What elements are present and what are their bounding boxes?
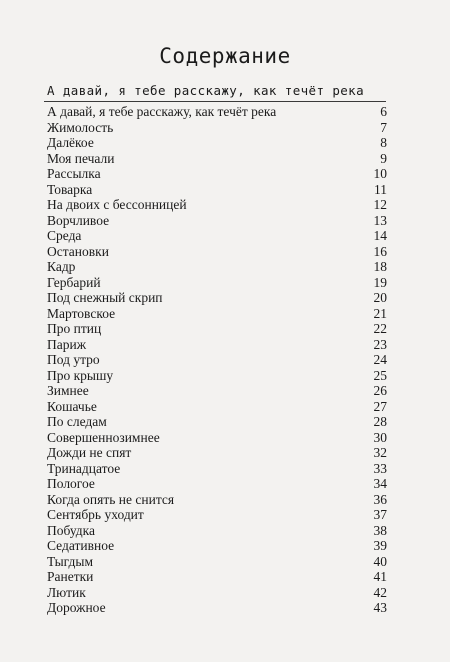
- toc-entry-page-number: 12: [373, 197, 387, 212]
- toc-entry-title: Седативное: [47, 538, 115, 553]
- toc-entry-page-number: 18: [373, 259, 387, 274]
- toc-entry-page-number: 7: [380, 119, 387, 135]
- toc-entry-title: Побудка: [47, 522, 95, 538]
- toc-entry-title: Пологое: [47, 476, 95, 491]
- toc-entry-page-number: 39: [373, 538, 387, 553]
- toc-entry-title: Кадр: [47, 259, 76, 274]
- toc-entry-title: Совершеннозимнее: [47, 429, 160, 445]
- toc-entry-title: Дорожное: [47, 600, 106, 615]
- toc-entry-title: Зимнее: [47, 383, 89, 398]
- toc-entry: [47, 151, 387, 167]
- toc-entry-title: Гербарий: [47, 274, 101, 290]
- toc-entry-page-number: 8: [380, 135, 387, 150]
- toc-entry-title: Под снежный скрип: [47, 290, 163, 305]
- toc-entry-title: На двоих с бессонницей: [47, 197, 187, 212]
- toc-entry: [47, 228, 387, 244]
- toc-entry: [47, 337, 387, 353]
- toc-entry-title: Далёкое: [47, 135, 94, 150]
- toc-entry: [47, 600, 387, 616]
- toc-entry: [47, 166, 387, 182]
- toc-entry-page-number: 24: [373, 352, 387, 367]
- toc-entry-title: А давай, я тебе расскажу, как течёт река: [47, 104, 277, 119]
- toc-entry-page-number: 23: [373, 336, 387, 352]
- toc-entry-title: Сентябрь уходит: [47, 507, 144, 522]
- toc-entry-page-number: 38: [373, 522, 387, 538]
- toc-entry-page-number: 34: [373, 476, 387, 491]
- table-of-contents: [47, 104, 387, 616]
- toc-entry: [47, 368, 387, 384]
- toc-entry: [47, 213, 387, 229]
- toc-entry-page-number: 25: [373, 367, 387, 383]
- toc-entry-title: Среда: [47, 228, 82, 243]
- toc-entry-title: Лютик: [47, 584, 86, 600]
- toc-entry-page-number: 22: [373, 321, 387, 336]
- toc-entry-title: Ворчливое: [47, 212, 110, 228]
- toc-entry: [47, 197, 387, 213]
- toc-entry-title: Жимолость: [47, 119, 114, 135]
- toc-entry-title: Рассылка: [47, 166, 101, 181]
- toc-entry-page-number: 41: [373, 569, 387, 584]
- toc-entry: [47, 414, 387, 430]
- toc-entry-page-number: 9: [380, 150, 387, 166]
- toc-entry: [47, 104, 387, 120]
- toc-entry-title: Тыгдым: [47, 553, 93, 569]
- toc-entry: [47, 352, 387, 368]
- toc-entry-title: Кошачье: [47, 398, 97, 414]
- toc-entry-page-number: 32: [373, 445, 387, 460]
- toc-entry: [47, 182, 387, 198]
- toc-entry: [47, 507, 387, 523]
- toc-entry: [47, 523, 387, 539]
- toc-entry: [47, 585, 387, 601]
- toc-entry: [47, 445, 387, 461]
- toc-entry-page-number: 26: [373, 383, 387, 398]
- toc-entry: [47, 569, 387, 585]
- toc-entry-title: Остановки: [47, 243, 109, 259]
- toc-entry-title: По следам: [47, 414, 107, 429]
- toc-entry-page-number: 10: [373, 166, 387, 181]
- toc-entry: [47, 538, 387, 554]
- toc-entry-title: Ранетки: [47, 569, 94, 584]
- toc-entry-title: Когда опять не снится: [47, 491, 175, 507]
- toc-entry-page-number: 40: [373, 553, 387, 569]
- toc-entry-title: Про птиц: [47, 321, 102, 336]
- toc-entry: [47, 383, 387, 399]
- toc-entry-page-number: 14: [373, 228, 387, 243]
- toc-entry: [47, 430, 387, 446]
- toc-entry: [47, 120, 387, 136]
- page-title: Содержание: [159, 44, 291, 68]
- toc-entry-page-number: 27: [373, 398, 387, 414]
- toc-entry-title: Под утро: [47, 352, 100, 367]
- toc-entry: [47, 135, 387, 151]
- toc-entry: [47, 290, 387, 306]
- toc-entry-page-number: 21: [373, 305, 387, 321]
- toc-entry-page-number: 30: [373, 429, 387, 445]
- toc-entry-title: Париж: [47, 336, 87, 352]
- toc-entry-page-number: 33: [373, 460, 387, 476]
- toc-entry-page-number: 43: [373, 600, 387, 615]
- toc-entry: [47, 259, 387, 275]
- toc-entry-page-number: 28: [373, 414, 387, 429]
- toc-entry-title: Дожди не спят: [47, 445, 132, 460]
- toc-entry-page-number: 20: [373, 290, 387, 305]
- toc-entry-title: Мартовское: [47, 305, 116, 321]
- section-divider: [44, 101, 386, 102]
- toc-entry-page-number: 19: [373, 274, 387, 290]
- toc-entry-page-number: 13: [373, 212, 387, 228]
- section-heading: А давай, я тебе расскажу, как течёт река: [47, 83, 365, 98]
- toc-entry-page-number: 36: [373, 491, 387, 507]
- toc-entry: [47, 275, 387, 291]
- toc-entry-title: Моя печали: [47, 150, 115, 166]
- toc-entry-page-number: 16: [373, 243, 387, 259]
- toc-entry: [47, 399, 387, 415]
- toc-entry-title: Товарка: [47, 181, 93, 197]
- toc-entry-page-number: 42: [373, 584, 387, 600]
- toc-entry-page-number: 6: [380, 104, 387, 119]
- toc-entry: [47, 306, 387, 322]
- toc-entry-title: Тринадцатое: [47, 460, 121, 476]
- toc-entry-page-number: 11: [374, 181, 387, 197]
- toc-entry: [47, 321, 387, 337]
- toc-entry: [47, 461, 387, 477]
- toc-entry: [47, 244, 387, 260]
- toc-entry-title: Про крышу: [47, 367, 114, 383]
- toc-entry-page-number: 37: [373, 507, 387, 522]
- toc-entry: [47, 554, 387, 570]
- toc-entry: [47, 492, 387, 508]
- toc-entry: [47, 476, 387, 492]
